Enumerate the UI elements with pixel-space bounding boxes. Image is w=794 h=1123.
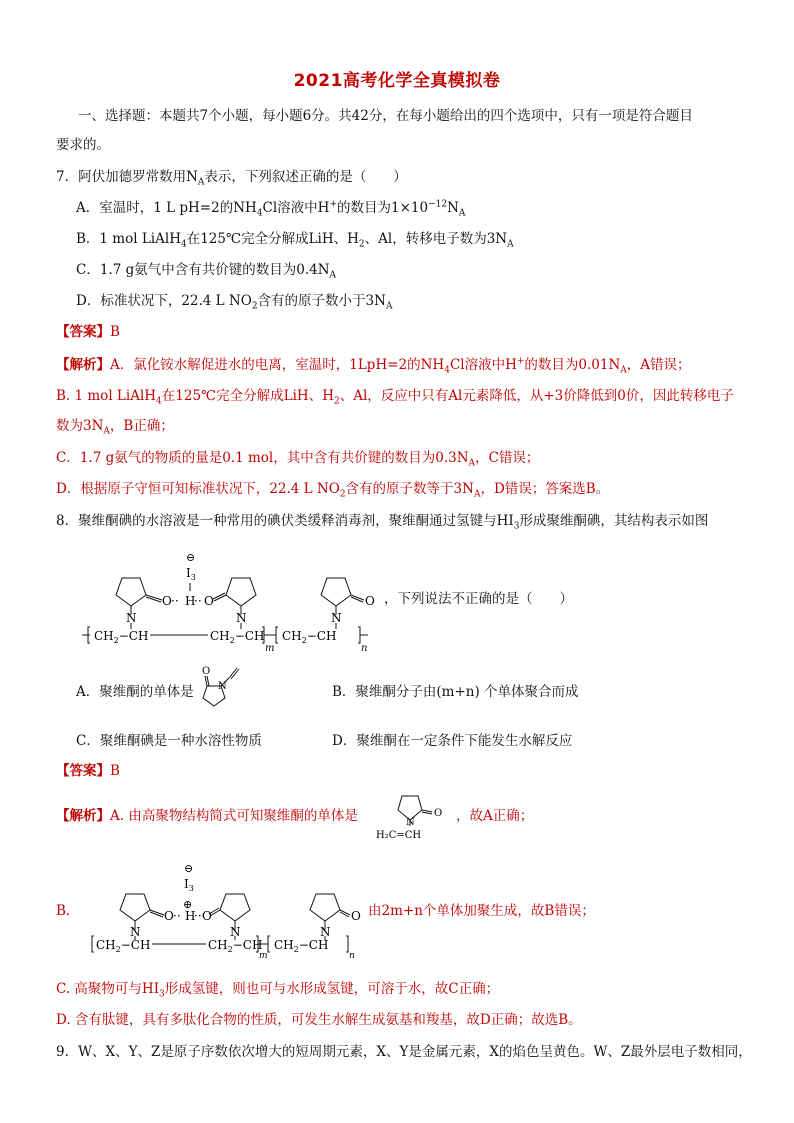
iodine-label-2: $I_3$	[184, 877, 194, 893]
section-instructions-line1: 一、选择题：本题共7个小题，每小题6分。共42分，在每小题给出的四个选项中，只有一项是符合题目	[78, 108, 693, 124]
monomer-structure-small	[193, 664, 253, 712]
n-ring3: N	[331, 611, 342, 625]
q7-stem: 7．阿伏加德罗常数用$N_A$表示，下列叙述正确的是（ ）	[56, 169, 407, 188]
iodine-label: $I_3$	[186, 566, 196, 582]
o-left-2: O	[164, 909, 174, 923]
h-center: H	[185, 594, 196, 608]
q8-analysis-a: 【解析】A. 由高聚物结构简式可知聚维酮的单体是	[56, 808, 358, 824]
n-ring2: N	[236, 611, 247, 625]
q8-answer: 【答案】B	[56, 763, 120, 779]
n-analysis: N	[406, 817, 415, 828]
q7-option-c: C．1.7 g氨气中含有共价键的数目为$0.4N_A$	[76, 262, 337, 281]
monomer-structure-analysis	[374, 790, 454, 842]
q8-option-a: A．聚维酮的单体是	[76, 684, 194, 700]
n-ring3-2: N	[320, 925, 331, 939]
q8-option-b: B．聚维酮分子由(m+n) 个单体聚合而成	[332, 684, 579, 700]
q7-option-d: D．标准状况下，22.4 L $NO_2$含有的原子数小于$3N_A$	[76, 293, 393, 312]
q8-analysis-b: 由2m+n个单体加聚生成，故B错误；	[368, 903, 595, 919]
o-right-2: O	[202, 909, 212, 923]
oplus-sign: ⊕	[183, 898, 193, 911]
backbone-seg3-2: $CH_2-CH$	[274, 938, 329, 954]
o-analysis: O	[434, 808, 443, 819]
q8-option-c: C．聚维酮碘是一种水溶性物质	[76, 733, 262, 749]
backbone-seg2: $CH_2-CH$	[210, 629, 265, 645]
q7-option-b: B．1 mol LiAlH$_4$在125℃完全分解成LiH、$H_2$、Al，转移电子数为$3N_A$	[76, 231, 514, 250]
subscript-m-2: m	[259, 951, 268, 960]
q8-option-d: D．聚维酮在一定条件下能发生水解反应	[332, 733, 573, 749]
h-center-2: H	[185, 909, 196, 923]
backbone-seg2-2: $CH_2-CH$	[208, 938, 263, 954]
page-title: 2021高考化学全真模拟卷	[293, 71, 501, 91]
polymer-structure-analysis-diagram	[88, 860, 368, 960]
o-right: O	[204, 594, 214, 608]
section-instructions-line2: 要求的。	[56, 137, 110, 153]
n-ring1: N	[126, 611, 137, 625]
backbone-seg1-2: $CH_2-CH$	[96, 938, 151, 954]
q8-analysis-c: C. 高聚物可与$HI_3$形成氢键，则也可与水形成氢键，可溶于水，故C正确；	[56, 981, 500, 1000]
hbond-dots-left-2: ··	[173, 909, 181, 923]
o-left: O	[162, 594, 172, 608]
hbond-dots-right-2: ··	[194, 909, 202, 923]
backbone-seg1: $CH_2-CH$	[94, 629, 149, 645]
n-ring2-2: N	[230, 925, 241, 939]
n-ring1-2: N	[130, 925, 141, 939]
polymer-structure-diagram	[82, 543, 382, 655]
hbond-dots-left: ··	[171, 594, 179, 608]
q8-analysis-d: D. 含有肽键，具有多肽化合物的性质，可发生水解生成氨基和羧基，故D正确；故选B。	[56, 1012, 582, 1028]
q7-analysis-b: B. 1 mol LiAlH$_4$在125℃完全分解成LiH、$H_2$、Al，反应中只有Al元素降低，从+3价降低到0价，因此转移电子	[56, 388, 734, 407]
q7-answer: 【答案】B	[56, 324, 120, 340]
q7-analysis-c: C．1.7 g氨气的物质的量是0.1 mol，其中含有共价键的数目为$0.3N_A$，C错误；	[56, 450, 540, 469]
hbond-dots-right: ··	[194, 594, 202, 608]
vinyl-group: H₂C=CH	[376, 830, 422, 841]
q7-option-a: A．室温时，1 L pH=2的$NH_4Cl$溶液中H+的数目为$1\times 10^{-12}N_A$	[76, 199, 466, 219]
q7-analysis-b-cont: 数为$3N_A$，B正确；	[56, 418, 174, 437]
subscript-n-2: n	[349, 951, 355, 960]
subscript-m: m	[265, 643, 275, 654]
subscript-n: n	[361, 643, 368, 654]
q8-analysis-a-end: ，故A正确；	[456, 808, 534, 824]
q9-stem: 9．W、X、Y、Z是原子序数依次增大的短周期元素，X、Y是金属元素，X的焰色呈黄色。W、Z最外层电子数相同，	[56, 1044, 752, 1060]
q8-analysis-b-label: B.	[56, 903, 71, 919]
o-ring3-2: O	[351, 909, 361, 923]
q8-stem: 8．聚维酮碘的水溶液是一种常用的碘伏类缓释消毒剂，聚维酮通过氢键与$HI_3$形成聚维酮碘，其结构表示如图	[56, 513, 709, 532]
q7-analysis-d: D．根据原子守恒可知标准状况下，22.4 L $NO_2$含有的原子数等于$3N_A$，D错误；答案选B。	[56, 481, 610, 500]
q8-stem-cont: ，下列说法不正确的是（ ）	[384, 591, 573, 607]
ominus-sign-2: ⊖	[184, 862, 194, 875]
ominus-sign: ⊖	[186, 551, 196, 564]
backbone-seg3: $CH_2-CH$	[282, 629, 337, 645]
o-ring3: O	[365, 594, 375, 608]
o-small: O	[202, 666, 211, 677]
n-small: N	[218, 681, 227, 692]
q7-analysis-a: 【解析】A．氯化铵水解促进水的电离，室温时，1LpH=2的$NH_4Cl$溶液中H+的数目为$0.01N_A$，A错误；	[56, 356, 691, 376]
